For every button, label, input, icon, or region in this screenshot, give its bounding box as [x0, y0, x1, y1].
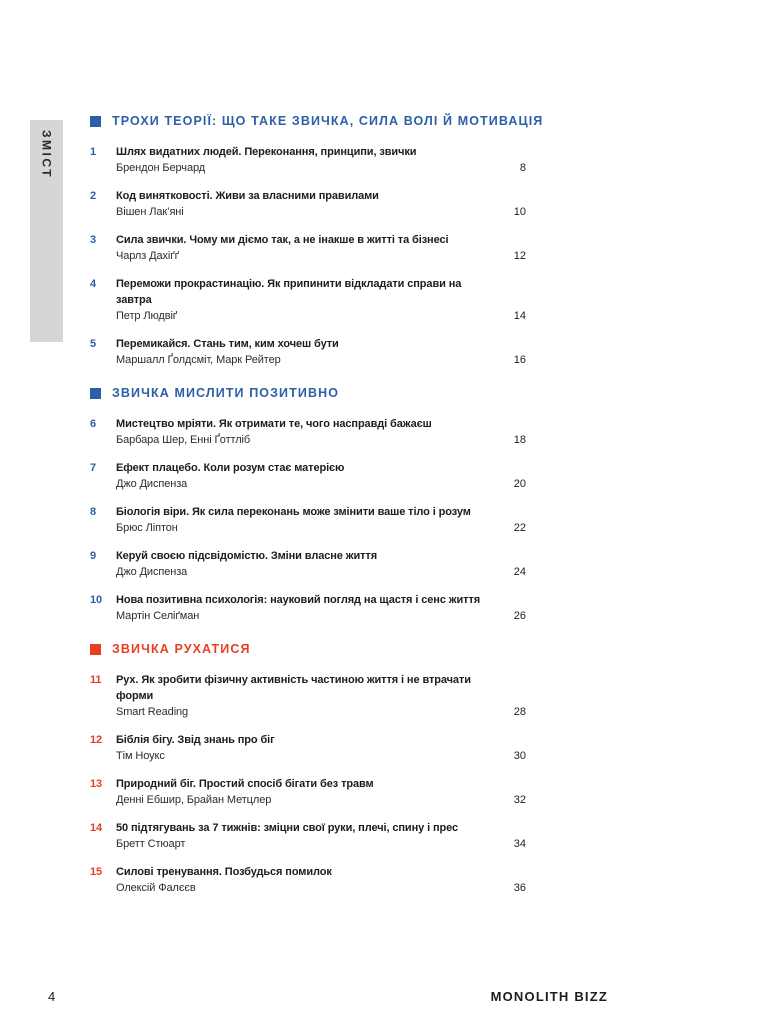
- entry-text: [116, 504, 486, 536]
- toc-entry: [90, 232, 526, 264]
- entry-page-number: 12: [513, 250, 526, 262]
- toc-section-theory: [90, 114, 544, 368]
- entry-author: Бретт Стюарт: [116, 838, 186, 850]
- entry-text: [116, 732, 486, 764]
- toc-entry: [90, 144, 526, 176]
- entry-title: Природний біг. Простий спосіб бігати без травм: [116, 778, 374, 790]
- entry-page-number: 28: [513, 706, 526, 718]
- section-bullet-icon: [90, 644, 101, 655]
- entry-text: [116, 232, 486, 264]
- entry-author: Чарлз Дахіґґ: [116, 250, 180, 262]
- toc-entry: [90, 592, 526, 624]
- entry-number: 5: [90, 338, 97, 350]
- entry-page-number: 24: [513, 566, 526, 578]
- section-title: ЗВИЧКА МИСЛИТИ ПОЗИТИВНО: [112, 386, 340, 400]
- entry-text: [116, 144, 486, 176]
- entry-text: [116, 336, 486, 368]
- entry-author: Вішен Лак’яні: [116, 206, 184, 218]
- toc-entry: [90, 460, 526, 492]
- entry-title: Біологія віри. Як сила переконань може змінити ваше тіло і розум: [116, 506, 471, 518]
- section-title: ТРОХИ ТЕОРІЇ: ЩО ТАКЕ ЗВИЧКА, СИЛА ВОЛІ Й МОТИВАЦІЯ: [112, 114, 544, 128]
- entry-number: 11: [90, 674, 102, 686]
- footer-page-number: 4: [48, 989, 56, 1004]
- entry-page-number: 18: [513, 434, 526, 446]
- entry-number: 6: [90, 418, 97, 430]
- entry-title: Мистецтво мріяти. Як отримати те, чого насправді бажаєш: [116, 418, 432, 430]
- entry-text: [116, 188, 486, 220]
- toc-entry: [90, 336, 526, 368]
- toc-entry: [90, 864, 526, 896]
- entry-title: Сила звички. Чому ми діємо так, а не інакше в житті та бізнесі: [116, 234, 449, 246]
- entry-title: Біблія бігу. Звід знань про біг: [116, 734, 275, 746]
- entry-number: 8: [90, 506, 97, 518]
- section-bullet-icon: [90, 388, 101, 399]
- entry-page-number: 8: [519, 162, 526, 174]
- toc-entry: [90, 548, 526, 580]
- entry-title: Код винятковості. Живи за власними правилами: [116, 190, 379, 202]
- entry-text: [116, 672, 486, 720]
- toc-entry: [90, 504, 526, 536]
- entry-author: Петр Людвіґ: [116, 310, 178, 322]
- entry-number: 3: [90, 234, 97, 246]
- entry-title: Перемикайся. Стань тим, ким хочеш бути: [116, 338, 339, 350]
- section-header: [90, 386, 526, 400]
- entry-page-number: 36: [513, 882, 526, 894]
- entry-author: Мартін Селіґман: [116, 610, 200, 622]
- entry-page-number: 34: [513, 838, 526, 850]
- entry-page-number: 14: [513, 310, 526, 322]
- entry-author: Маршалл Ґолдсміт, Марк Рейтер: [116, 354, 281, 366]
- entry-page-number: 20: [513, 478, 526, 490]
- entry-author: Джо Диспенза: [116, 566, 188, 578]
- toc-entry: [90, 732, 526, 764]
- toc-section-movement: [90, 642, 526, 896]
- contents-side-tab: [30, 120, 63, 342]
- entry-title: Силові тренування. Позбудься помилок: [116, 866, 332, 878]
- entry-author: Smart Reading: [116, 706, 189, 718]
- entry-number: 14: [90, 822, 103, 834]
- footer-brand: MONOLITH BIZZ: [490, 989, 608, 1004]
- entry-author: Олексій Фалєєв: [116, 882, 196, 894]
- entry-author: Тім Ноукс: [116, 750, 165, 762]
- entry-author: Барбара Шер, Енні Ґоттліб: [116, 434, 251, 446]
- section-header: [90, 642, 526, 656]
- toc-entry: [90, 776, 526, 808]
- toc-entry: [90, 416, 526, 448]
- table-of-contents: [90, 114, 544, 908]
- entry-text: [116, 820, 486, 852]
- entry-page-number: 16: [513, 354, 526, 366]
- contents-tab-label: ЗМІСТ: [39, 130, 54, 180]
- entry-text: [116, 776, 486, 808]
- toc-entry: [90, 820, 526, 852]
- entry-number: 1: [90, 146, 97, 158]
- entry-text: [116, 548, 486, 580]
- section-title: ЗВИЧКА РУХАТИСЯ: [112, 642, 251, 656]
- entry-title: Керуй своєю підсвідомістю. Зміни власне життя: [116, 550, 378, 562]
- entry-title: Ефект плацебо. Коли розум стає матерією: [116, 462, 345, 474]
- entry-author: Брендон Берчард: [116, 162, 206, 174]
- entry-page-number: 30: [513, 750, 526, 762]
- entry-page-number: 26: [513, 610, 526, 622]
- section-header: [90, 114, 544, 128]
- entry-page-number: 32: [513, 794, 526, 806]
- entry-author: Денні Ебшир, Брайан Метцлер: [116, 794, 272, 806]
- entry-number: 15: [90, 866, 103, 878]
- entry-text: [116, 864, 486, 896]
- toc-section-positive-thinking: [90, 386, 526, 624]
- entry-author: Брюс Ліптон: [116, 522, 178, 534]
- section-bullet-icon: [90, 116, 101, 127]
- entry-title: Шлях видатних людей. Переконання, принципи, звички: [116, 146, 417, 158]
- entry-author: Джо Диспенза: [116, 478, 188, 490]
- entry-text: [116, 592, 486, 624]
- entry-title: 50 підтягувань за 7 тижнів: зміцни свої руки, плечі, спину і прес: [116, 822, 459, 834]
- entry-text: [116, 276, 486, 324]
- entry-title: Рух. Як зробити фізичну активність частиною життя і не втрачати форми: [116, 674, 471, 702]
- toc-entry: [90, 672, 526, 720]
- toc-entry: [90, 188, 526, 220]
- entry-number: 13: [90, 778, 103, 790]
- toc-entry: [90, 276, 526, 324]
- entry-text: [116, 416, 486, 448]
- entry-number: 9: [90, 550, 97, 562]
- entry-title: Нова позитивна психологія: науковий погляд на щастя і сенс життя: [116, 594, 481, 606]
- entry-number: 7: [90, 462, 97, 474]
- entry-number: 2: [90, 190, 97, 202]
- entry-number: 12: [90, 734, 103, 746]
- entry-page-number: 22: [513, 522, 526, 534]
- entry-number: 10: [90, 594, 103, 606]
- entry-page-number: 10: [513, 206, 526, 218]
- entry-title: Переможи прокрастинацію. Як припинити відкладати справи на завтра: [116, 278, 462, 306]
- entry-text: [116, 460, 486, 492]
- entry-number: 4: [90, 278, 97, 290]
